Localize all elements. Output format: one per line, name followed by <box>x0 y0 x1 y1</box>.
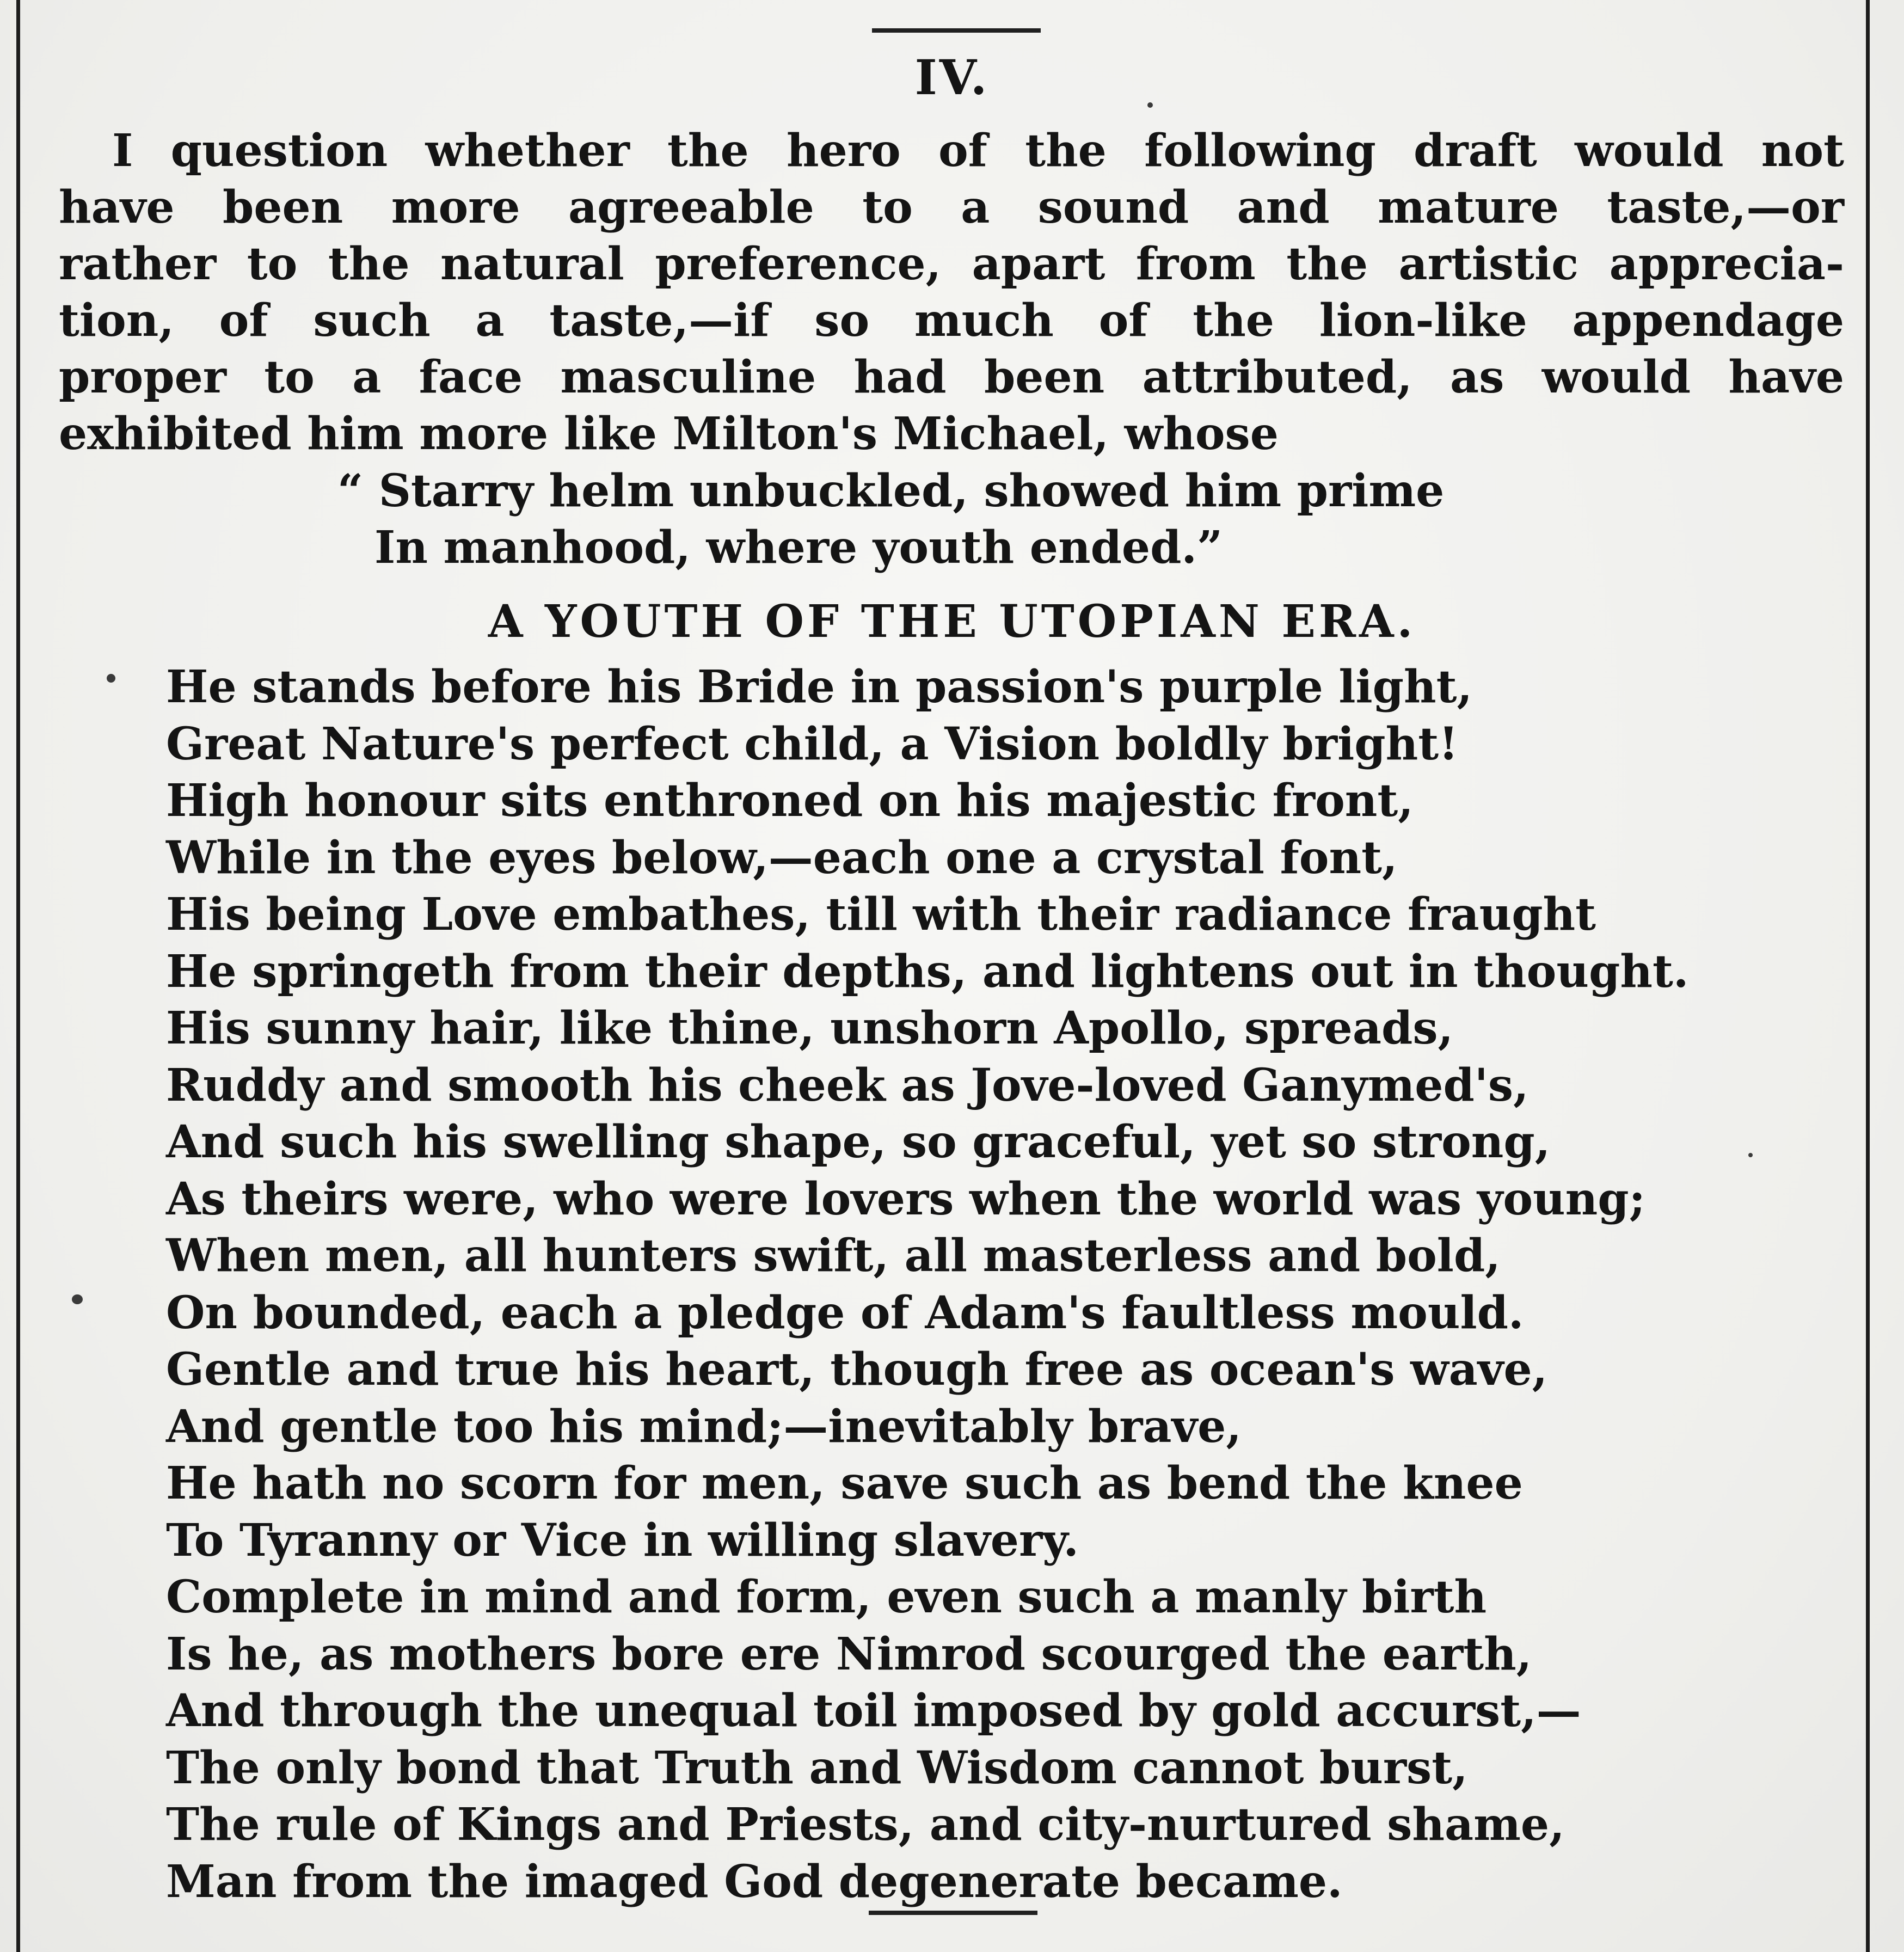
poem-line: His sunny hair, like thine, unshorn Apollo, spreads, <box>166 1002 1454 1054</box>
poem-line: On bounded, each a pledge of Adam's faultless mould. <box>166 1286 1524 1339</box>
poem-line: High honour sits enthroned on his majestic front, <box>166 775 1414 827</box>
poem-line: And gentle too his mind;—inevitably brave, <box>166 1400 1242 1453</box>
poem-line: And through the unequal toil imposed by gold accurst,— <box>166 1685 1581 1737</box>
quote-line: In manhood, where youth ended.” <box>374 521 1223 574</box>
quote-line: “ Starry helm unbuckled, showed him prime <box>337 465 1445 517</box>
poem-line: The rule of Kings and Priests, and city-nurtured shame, <box>166 1798 1565 1851</box>
poem-line: Is he, as mothers bore ere Nimrod scourged the earth, <box>166 1628 1532 1680</box>
poem-line: Ruddy and smooth his cheek as Jove-loved Ganymed's, <box>166 1059 1529 1112</box>
poem-line: Man from the imaged God degenerate became. <box>166 1855 1343 1908</box>
intro-paragraph <box>59 122 1844 462</box>
intro-line: tion, of such a taste,—if so much of the lion-like appendage <box>59 294 1844 347</box>
poem-line: When men, all hunters swift, all masterless and bold, <box>166 1230 1501 1282</box>
right-column-rule <box>1866 0 1870 1952</box>
poem-line: And such his swelling shape, so graceful, yet so strong, <box>166 1116 1551 1168</box>
ink-speck <box>1147 102 1153 108</box>
left-column-rule <box>16 0 20 1952</box>
poem-line: He springeth from their depths, and lightens out in thought. <box>166 945 1689 998</box>
poem-line: As theirs were, who were lovers when the world was young; <box>166 1173 1645 1225</box>
ink-speck <box>107 674 115 683</box>
poem-title: A YOUTH OF THE UTOPIAN ERA. <box>488 596 1416 648</box>
ink-speck <box>72 1294 83 1304</box>
poem-line: While in the eyes below,—each one a crystal font, <box>166 831 1398 884</box>
poem-line: Complete in mind and form, even such a manly birth <box>166 1571 1487 1623</box>
intro-line: I question whether the hero of the following draft would not <box>112 125 1844 177</box>
milton-quotation <box>337 463 1444 576</box>
poem-line: His being Love embathes, till with their radiance fraught <box>166 888 1596 941</box>
intro-line: exhibited him more like Milton's Michael, whose <box>59 408 1279 460</box>
poem-line: Great Nature's perfect child, a Vision boldly bright! <box>166 717 1459 770</box>
intro-line: have been more agreeable to a sound and mature taste,—or <box>59 181 1844 234</box>
poem-body <box>166 659 1688 1910</box>
ink-speck <box>1748 1153 1753 1157</box>
bottom-separator-rule <box>869 1911 1037 1915</box>
top-separator-rule <box>872 28 1041 33</box>
poem-line: Gentle and true his heart, though free as ocean's wave, <box>166 1343 1548 1396</box>
section-numeral: IV. <box>914 49 990 106</box>
intro-line: rather to the natural preference, apart from the artistic apprecia- <box>59 238 1844 290</box>
poem-line: To Tyranny or Vice in willing slavery. <box>166 1514 1079 1567</box>
poem-line: He hath no scorn for men, save such as bend the knee <box>166 1457 1523 1509</box>
poem-line: The only bond that Truth and Wisdom cannot burst, <box>166 1741 1468 1794</box>
intro-line: proper to a face masculine had been attributed, as would have <box>59 351 1844 403</box>
poem-line: He stands before his Bride in passion's purple light, <box>166 661 1473 713</box>
